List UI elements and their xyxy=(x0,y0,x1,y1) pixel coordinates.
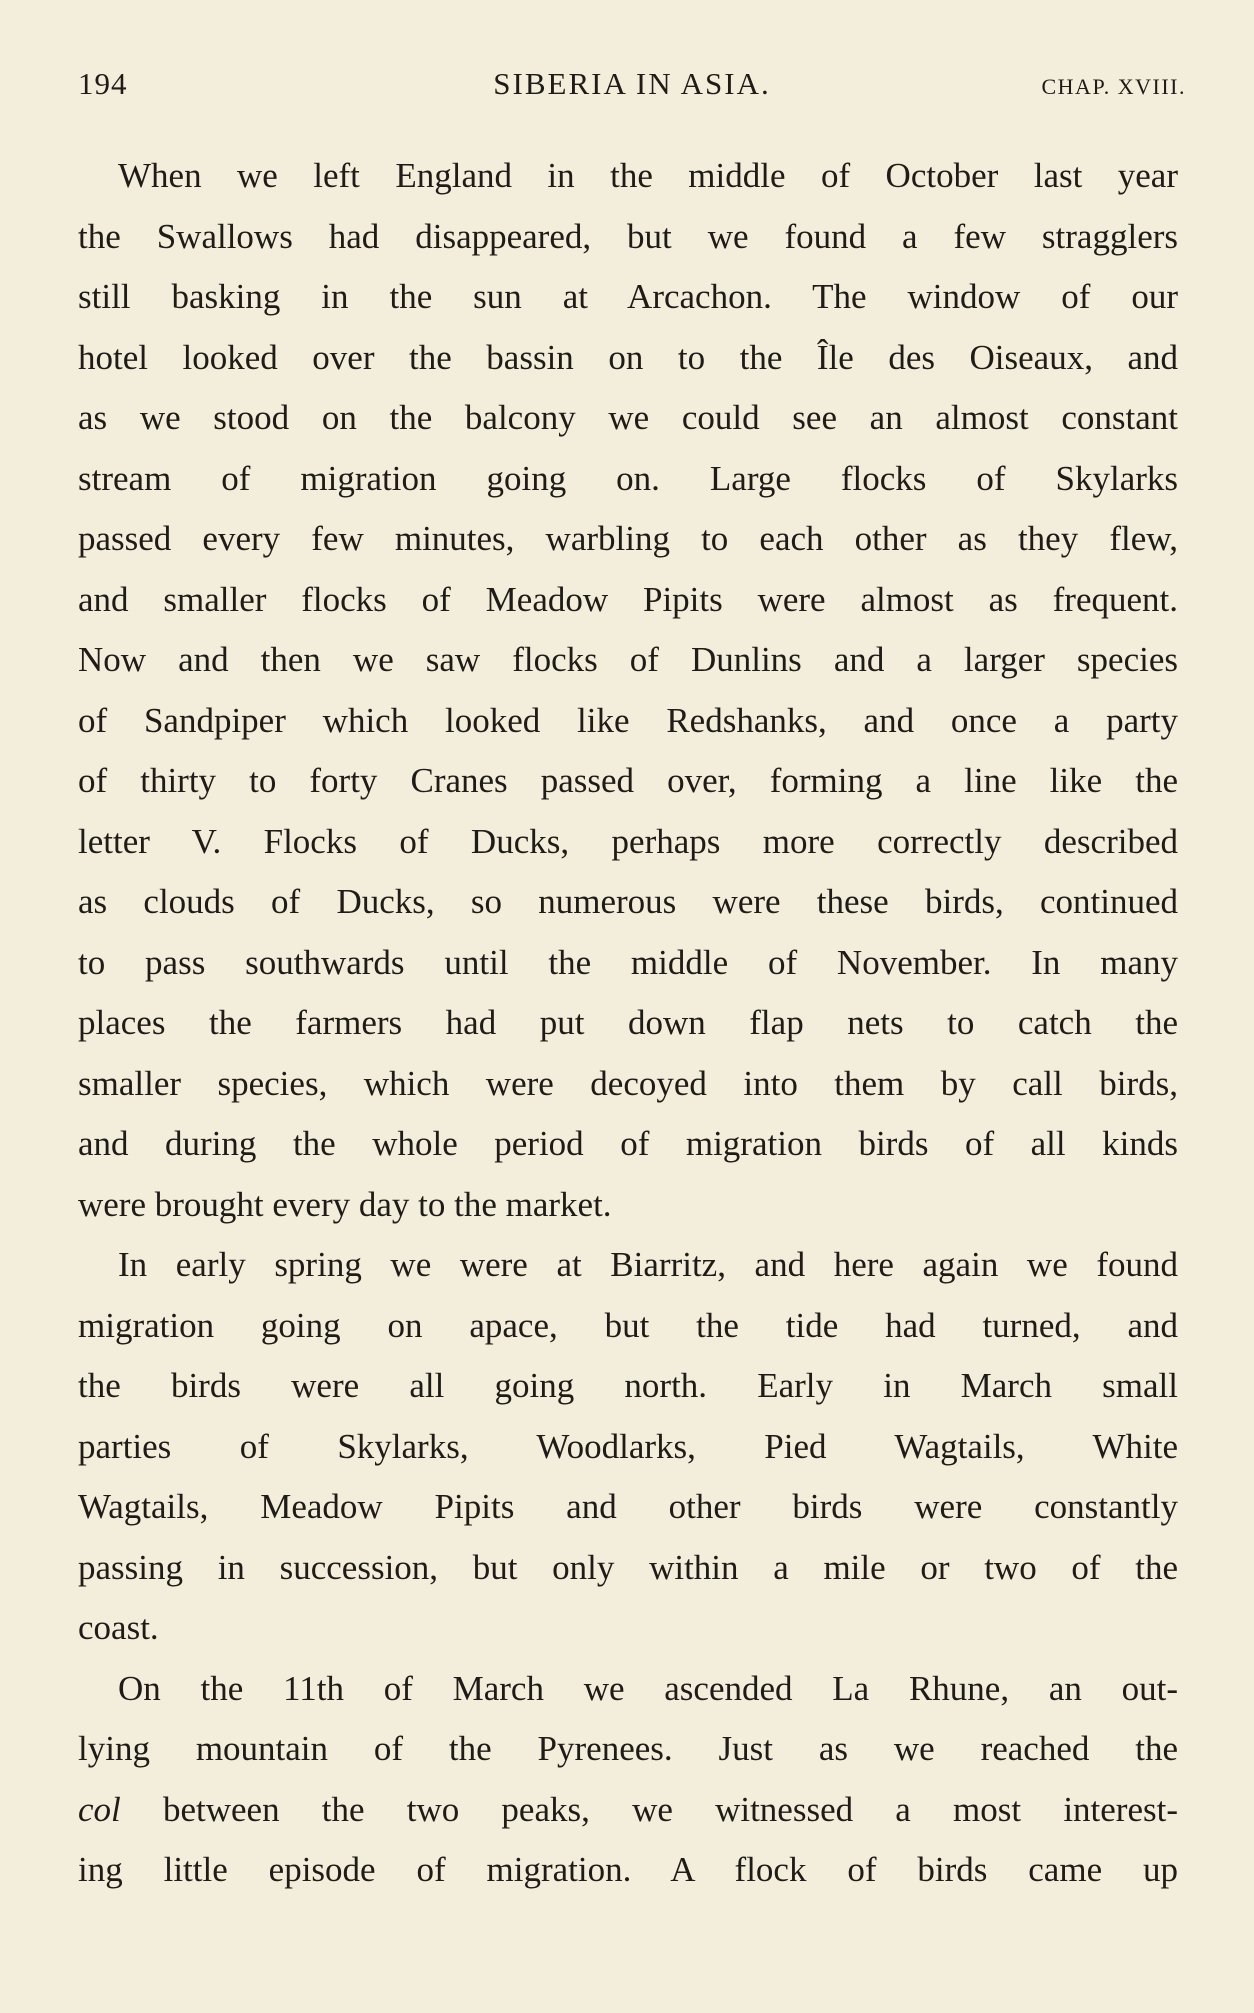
text-line: letter V. Flocks of Ducks, perhaps more correctly described xyxy=(78,821,1178,861)
text-line: as clouds of Ducks, so numerous were these birds, continued xyxy=(78,882,1178,921)
text-line: to pass southwards until the middle of November. In many xyxy=(78,942,1178,982)
text-line: the birds were all going north. Early in March small xyxy=(78,1366,1178,1405)
paragraph xyxy=(78,1659,1178,1901)
page-header xyxy=(78,66,1186,110)
text-line: col between the two peaks, we witnessed a most interest- xyxy=(78,1789,1178,1829)
text-line: ing little episode of migration. A flock of birds came up xyxy=(78,1850,1178,1889)
text-line: In early spring we were at Biarritz, and here again we found xyxy=(118,1245,1178,1284)
text-line: places the farmers had put down flap nets to catch the xyxy=(78,1003,1178,1042)
text-line: migration going on apace, but the tide had turned, and xyxy=(78,1305,1178,1345)
text-line: as we stood on the balcony we could see an almost constant xyxy=(78,398,1178,437)
text-line: were brought every day to the market. xyxy=(78,1184,612,1224)
text-line: stream of migration going on. Large flocks of Skylarks xyxy=(78,458,1178,498)
chapter-label: CHAP. XVIII. xyxy=(1041,74,1186,99)
body-text xyxy=(78,146,1178,1901)
running-title: SIBERIA IN ASIA. xyxy=(493,66,771,101)
text-line: of thirty to forty Cranes passed over, forming a line like the xyxy=(78,761,1178,800)
text-line: passed every few minutes, warbling to each other as they flew, xyxy=(78,519,1178,558)
text-line: and smaller flocks of Meadow Pipits were almost as frequent. xyxy=(78,579,1178,619)
page-number: 194 xyxy=(78,66,128,101)
text-line: lying mountain of the Pyrenees. Just as we reached the xyxy=(78,1729,1178,1768)
text-line: When we left England in the middle of October last year xyxy=(118,156,1178,195)
text-line: hotel looked over the bassin on to the Île des Oiseaux, and xyxy=(78,337,1178,377)
text-line: On the 11th of March we ascended La Rhune, an out- xyxy=(118,1668,1178,1708)
text-line: the Swallows had disappeared, but we found a few stragglers xyxy=(78,216,1178,256)
text-line: Now and then we saw flocks of Dunlins and a larger species xyxy=(78,640,1178,679)
text-line: of Sandpiper which looked like Redshanks, and once a party xyxy=(78,700,1178,740)
paragraph xyxy=(78,146,1178,1235)
paragraph xyxy=(78,1235,1178,1659)
text-line: parties of Skylarks, Woodlarks, Pied Wagtails, White xyxy=(78,1426,1178,1466)
text-line: Wagtails, Meadow Pipits and other birds were constantly xyxy=(78,1487,1178,1526)
text-line: and during the whole period of migration birds of all kinds xyxy=(78,1124,1178,1163)
text-line: smaller species, which were decoyed into them by call birds, xyxy=(78,1063,1178,1103)
text-line: still basking in the sun at Arcachon. The window of our xyxy=(78,277,1178,316)
text-line: passing in succession, but only within a mile or two of the xyxy=(78,1547,1178,1587)
text-line: coast. xyxy=(78,1608,159,1647)
